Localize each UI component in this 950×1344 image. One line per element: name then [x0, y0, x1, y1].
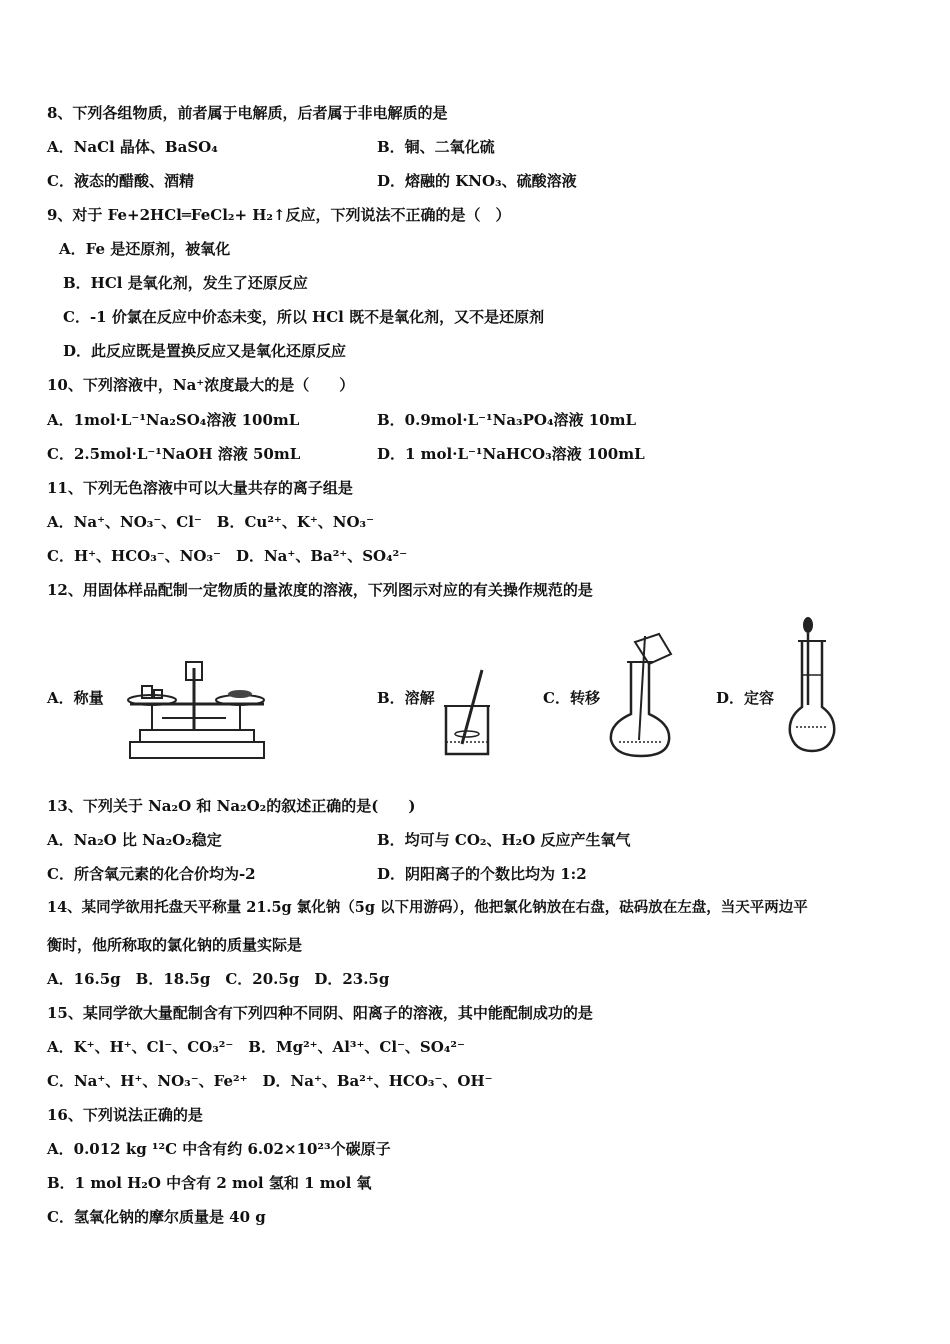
q12-option-b: B．溶解 [377, 689, 435, 707]
transfer-figure [605, 632, 677, 758]
q9-option-c: C．-1 价氯在反应中价态未变，所以 HCl 既不是氧化剂，又不是还原剂 [63, 308, 545, 326]
q14-stem-line1: 14、某同学欲用托盘天平称量 21.5g 氯化钠（5g 以下用游码），他把氯化钠放在右盘，砝码放在左盘，当天平两边平 [47, 899, 808, 916]
q13-option-a: A．Na₂O 比 Na₂O₂稳定 [47, 831, 222, 849]
q16-option-a: A．0.012 kg ¹²C 中含有约 6.02×10²³个碳原子 [47, 1140, 391, 1158]
q13-option-b: B．均可与 CO₂、H₂O 反应产生氧气 [377, 831, 631, 849]
q16-option-c: C．氢氧化钠的摩尔质量是 40 g [47, 1208, 266, 1226]
q8-option-b: B．铜、二氧化硫 [377, 138, 495, 156]
q8-option-a: A．NaCl 晶体、BaSO₄ [47, 138, 218, 156]
balance-figure [122, 658, 268, 762]
volumetric-flask-figure [786, 615, 838, 755]
q8-stem: 8、下列各组物质，前者属于电解质，后者属于非电解质的是 [47, 104, 448, 122]
q12-stem: 12、用固体样品配制一定物质的量浓度的溶液，下列图示对应的有关操作规范的是 [47, 581, 593, 599]
q13-option-d: D．阴阳离子的个数比均为 1:2 [377, 865, 587, 883]
q15-options-cd: C．Na⁺、H⁺、NO₃⁻、Fe²⁺ D．Na⁺、Ba²⁺、HCO₃⁻、OH⁻ [47, 1072, 493, 1090]
q8-option-c: C．液态的醋酸、酒精 [47, 172, 194, 190]
q11-options-ab: A．Na⁺、NO₃⁻、Cl⁻ B．Cu²⁺、K⁺、NO₃⁻ [47, 513, 375, 531]
q12-option-c: C．转移 [543, 689, 600, 707]
q11-stem: 11、下列无色溶液中可以大量共存的离子组是 [47, 479, 353, 497]
q10-stem: 10、下列溶液中，Na⁺浓度最大的是（ ） [47, 376, 355, 394]
q15-stem: 15、某同学欲大量配制含有下列四种不同阴、阳离子的溶液，其中能配制成功的是 [47, 1004, 593, 1022]
q16-stem: 16、下列说法正确的是 [47, 1106, 203, 1124]
q12-option-d: D．定容 [716, 689, 775, 707]
q8-option-d: D．熔融的 KNO₃、硫酸溶液 [377, 172, 577, 190]
q14-options: A．16.5g B．18.5g C．20.5g D．23.5g [47, 970, 390, 988]
q16-option-b: B．1 mol H₂O 中含有 2 mol 氢和 1 mol 氧 [47, 1174, 372, 1192]
q11-options-cd: C．H⁺、HCO₃⁻、NO₃⁻ D．Na⁺、Ba²⁺、SO₄²⁻ [47, 547, 408, 565]
q9-option-d: D．此反应既是置换反应又是氧化还原反应 [63, 342, 347, 360]
q12-option-a: A．称量 [47, 689, 104, 707]
q10-option-a: A．1mol·L⁻¹Na₂SO₄溶液 100mL [47, 411, 300, 429]
q10-option-b: B．0.9mol·L⁻¹Na₃PO₄溶液 10mL [377, 411, 637, 429]
q9-option-a: A．Fe 是还原剂，被氧化 [59, 240, 231, 258]
q9-option-b: B．HCl 是氧化剂，发生了还原反应 [63, 274, 308, 292]
q9-stem: 9、对于 Fe+2HCl═FeCl₂+ H₂↑反应，下列说法不正确的是（ ） [47, 206, 511, 224]
q15-options-ab: A．K⁺、H⁺、Cl⁻、CO₃²⁻ B．Mg²⁺、Al³⁺、Cl⁻、SO₄²⁻ [47, 1038, 465, 1056]
q14-stem-line2: 衡时，他所称取的氯化钠的质量实际是 [47, 936, 303, 954]
q13-option-c: C．所含氧元素的化合价均为-2 [47, 865, 256, 883]
beaker-figure [440, 668, 494, 758]
q10-option-d: D．1 mol·L⁻¹NaHCO₃溶液 100mL [377, 445, 645, 463]
q13-stem: 13、下列关于 Na₂O 和 Na₂O₂的叙述正确的是( ) [47, 797, 416, 815]
q10-option-c: C．2.5mol·L⁻¹NaOH 溶液 50mL [47, 445, 301, 463]
